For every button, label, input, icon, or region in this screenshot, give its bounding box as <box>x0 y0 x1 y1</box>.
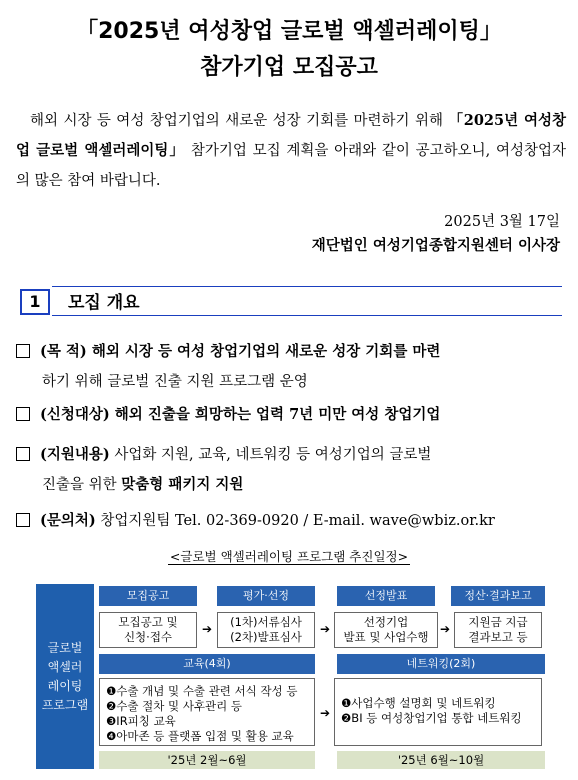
program-label-line: 레이팅 <box>47 678 83 693</box>
item-text-cont-bold: 맞춤형 패키지 지원 <box>121 476 244 493</box>
education-item: ❷수출 절차 및 사후관리 등 <box>106 699 243 713</box>
item-label: (신청대상) <box>40 406 110 423</box>
stage-header: 평가·선정 <box>217 586 315 606</box>
item-text-cont-plain: 진출을 위한 <box>42 477 122 493</box>
networking-list <box>334 678 542 746</box>
program-label-line: 액셀러 <box>47 659 83 674</box>
stage-body: (1차)서류심사 (2차)발표심사 <box>217 612 315 648</box>
stage-body: 모집공고 및 신청·접수 <box>99 612 197 648</box>
intro-paragraph <box>16 106 566 196</box>
item-target <box>16 400 566 430</box>
arrow-right-icon: ➔ <box>440 622 451 636</box>
item-contact <box>16 506 566 536</box>
education-item: ❸IR피칭 교육 <box>106 714 176 728</box>
item-purpose <box>16 337 566 397</box>
program-label-line: 글로벌 <box>47 640 83 655</box>
intro-part3: 참가기업 모집 계획을 아래와 같이 공고하오니, 여성창업자의 많은 참여 바랍니다. <box>16 143 566 189</box>
arrow-right-icon: ➔ <box>202 622 213 636</box>
program-label-box <box>36 584 94 769</box>
item-label: (문의처) <box>40 512 96 529</box>
checkbox-icon <box>16 447 30 461</box>
notice-date: 2025년 3월 17일 <box>444 214 560 230</box>
item-text: 해외 시장 등 여성 창업기업의 새로운 성장 기회를 마련 <box>86 343 441 360</box>
networking-period: '25년 6월~10월 <box>337 751 545 769</box>
section-number: 1 <box>20 289 50 315</box>
education-item: ❶수출 개념 및 수출 관련 서식 작성 등 <box>106 684 298 698</box>
arrow-right-icon: ➔ <box>320 622 331 636</box>
item-support <box>16 440 566 500</box>
schedule-title: <글로벌 액셀러레이팅 프로그램 추진일정> <box>169 549 409 564</box>
title-line1: 「2025년 여성창업 글로벌 액셀러레이팅」 <box>76 19 502 44</box>
item-text-cont: 하기 위해 글로벌 진출 지원 프로그램 운영 <box>42 374 308 390</box>
item-text: 창업지원팀 Tel. 02-369-0920 / E-mail. wave@wbiz.or.kr <box>95 513 495 529</box>
networking-item: ❷BI 등 여성창업기업 통합 네트워킹 <box>341 711 522 725</box>
section-line-bottom <box>52 315 562 316</box>
item-text: 사업화 지원, 교육, 네트워킹 등 여성기업의 글로벌 <box>109 447 432 463</box>
item-label: (지원내용) <box>40 446 110 463</box>
program-label-line: 프로그램 <box>41 697 89 712</box>
stage-header: 선정발표 <box>337 586 435 606</box>
arrow-right-icon: ➔ <box>320 706 331 720</box>
item-text: 해외 진출을 희망하는 업력 7년 미만 여성 창업기업 <box>109 406 441 423</box>
stage-body: 선정기업 발표 및 사업수행 <box>334 612 438 648</box>
issuer: 재단법인 여성기업종합지원센터 이사장 <box>311 237 560 254</box>
education-list <box>99 678 315 746</box>
item-text-cont <box>16 470 566 500</box>
stage-header: 정산·결과보고 <box>451 586 545 606</box>
stage-header: 모집공고 <box>99 586 197 606</box>
education-header: 교육(4회) <box>99 654 315 674</box>
checkbox-icon <box>16 513 30 527</box>
section-title: 모집 개요 <box>68 293 140 313</box>
checkbox-icon <box>16 344 30 358</box>
education-period: '25년 2월~6월 <box>99 751 315 769</box>
item-label: (목 적) <box>40 343 87 360</box>
section-line-top <box>52 286 562 287</box>
networking-item: ❶사업수행 설명회 및 네트워킹 <box>341 696 496 710</box>
stage-body: 지원금 지급 결과보고 등 <box>454 612 542 648</box>
checkbox-icon <box>16 407 30 421</box>
networking-header: 네트워킹(2회) <box>337 654 545 674</box>
title-line2: 참가기업 모집공고 <box>200 55 378 80</box>
education-item: ❹아마존 등 플랫폼 입점 및 활용 교육 <box>106 729 294 743</box>
intro-part1: 해외 시장 등 여성 창업기업의 새로운 성장 기회를 마련하기 위해 <box>30 113 443 129</box>
intro-part2: 「2025년 여성창업 글로벌 액셀러레이팅」 <box>16 112 566 159</box>
